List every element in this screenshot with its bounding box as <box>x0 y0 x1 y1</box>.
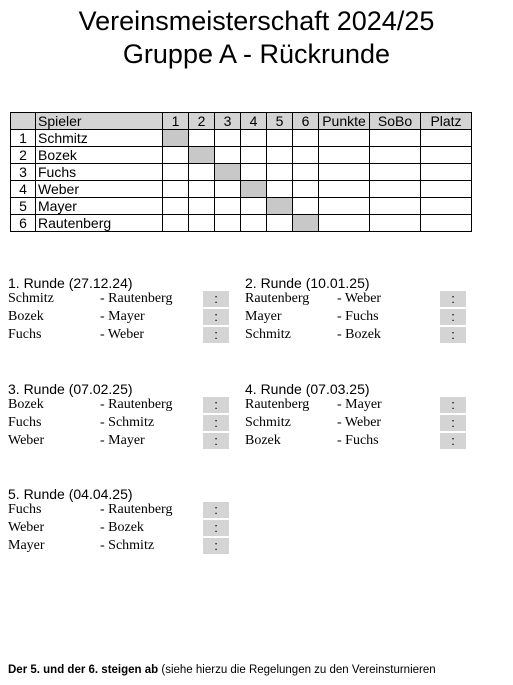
home-player: Mayer <box>245 309 282 324</box>
sobo-cell <box>370 130 421 147</box>
home-player: Rautenberg <box>245 397 310 412</box>
result-cell <box>241 147 267 164</box>
row-number: 1 <box>11 130 36 147</box>
result-cell <box>267 215 293 232</box>
platz-cell <box>421 181 472 198</box>
header-punkte: Punkte <box>319 113 370 130</box>
standings-table <box>10 112 472 232</box>
diagonal-cell <box>267 198 293 215</box>
platz-cell <box>421 215 472 232</box>
header-col-3: 3 <box>215 113 241 130</box>
footer-rest: (siehe hierzu die Regelungen zu den Vereinsturnieren <box>158 664 436 676</box>
round-title: 3. Runde (07.02.25) <box>8 381 133 397</box>
row-number: 3 <box>11 164 36 181</box>
away-player: - Schmitz <box>100 538 155 553</box>
score-field[interactable]: : <box>440 291 466 307</box>
table-row <box>11 164 472 181</box>
score-field[interactable]: : <box>203 397 229 413</box>
platz-cell <box>421 130 472 147</box>
result-cell <box>163 164 189 181</box>
match-row <box>8 414 238 432</box>
punkte-cell <box>319 198 370 215</box>
round-title: 5. Runde (04.04.25) <box>8 486 133 502</box>
platz-cell <box>421 164 472 181</box>
score-field[interactable]: : <box>440 433 466 449</box>
home-player: Schmitz <box>8 291 54 306</box>
away-player: - Weber <box>337 415 382 430</box>
table-row <box>11 147 472 164</box>
result-cell <box>215 198 241 215</box>
round-title: 2. Runde (10.01.25) <box>245 275 370 291</box>
score-field[interactable]: : <box>203 415 229 431</box>
away-player: - Schmitz <box>100 415 155 430</box>
round-title: 4. Runde (07.03.25) <box>245 381 370 397</box>
result-cell <box>267 164 293 181</box>
home-player: Schmitz <box>245 415 291 430</box>
match-row <box>245 308 475 326</box>
match-row <box>245 326 475 344</box>
match-row <box>245 414 475 432</box>
away-player: - Mayer <box>337 397 382 412</box>
away-player: - Fuchs <box>337 433 379 448</box>
away-player: - Bozek <box>337 327 381 342</box>
row-number: 5 <box>11 198 36 215</box>
page-subtitle: Gruppe A - Rückrunde <box>122 39 391 69</box>
result-cell <box>189 130 215 147</box>
match-row <box>8 432 238 450</box>
away-player: - Mayer <box>100 309 145 324</box>
away-player: - Mayer <box>100 433 145 448</box>
away-player: - Rautenberg <box>100 291 173 306</box>
result-cell <box>293 164 319 181</box>
away-player: - Bozek <box>100 520 144 535</box>
punkte-cell <box>319 181 370 198</box>
match-row <box>245 432 475 450</box>
score-field[interactable]: : <box>440 309 466 325</box>
round-title: 1. Runde (27.12.24) <box>8 275 133 291</box>
header-col-4: 4 <box>241 113 267 130</box>
result-cell <box>215 181 241 198</box>
match-row <box>245 290 475 308</box>
result-cell <box>241 215 267 232</box>
row-number: 6 <box>11 215 36 232</box>
header-col-1: 1 <box>163 113 189 130</box>
score-field[interactable]: : <box>203 520 229 536</box>
home-player: Fuchs <box>8 415 42 430</box>
player-name: Weber <box>36 181 163 198</box>
footer-bold: Der 5. und der 6. steigen ab <box>8 664 159 676</box>
table-row <box>11 215 472 232</box>
diagonal-cell <box>163 130 189 147</box>
score-field[interactable]: : <box>440 397 466 413</box>
result-cell <box>189 164 215 181</box>
row-number: 2 <box>11 147 36 164</box>
result-cell <box>241 198 267 215</box>
home-player: Schmitz <box>245 327 291 342</box>
score-field[interactable]: : <box>203 433 229 449</box>
match-row <box>8 326 238 344</box>
score-field[interactable]: : <box>440 415 466 431</box>
score-field[interactable]: : <box>440 327 466 343</box>
result-cell <box>241 164 267 181</box>
home-player: Fuchs <box>8 327 42 342</box>
diagonal-cell <box>189 147 215 164</box>
row-number: 4 <box>11 181 36 198</box>
diagonal-cell <box>241 181 267 198</box>
diagonal-cell <box>293 215 319 232</box>
result-cell <box>189 215 215 232</box>
match-row <box>8 537 238 555</box>
result-cell <box>163 147 189 164</box>
header-col-5: 5 <box>267 113 293 130</box>
match-row <box>8 501 238 519</box>
home-player: Rautenberg <box>245 291 310 306</box>
score-field[interactable]: : <box>203 502 229 518</box>
player-name: Schmitz <box>36 130 163 147</box>
score-field[interactable]: : <box>203 538 229 554</box>
header-platz: Platz <box>421 113 472 130</box>
score-field[interactable]: : <box>203 309 229 325</box>
home-player: Weber <box>8 433 45 448</box>
table-header-row <box>11 113 472 130</box>
table-row <box>11 181 472 198</box>
result-cell <box>215 147 241 164</box>
result-cell <box>267 147 293 164</box>
result-cell <box>293 130 319 147</box>
platz-cell <box>421 198 472 215</box>
punkte-cell <box>319 215 370 232</box>
sobo-cell <box>370 147 421 164</box>
header-col-6: 6 <box>293 113 319 130</box>
player-name: Bozek <box>36 147 163 164</box>
score-field[interactable]: : <box>203 291 229 307</box>
header-col-2: 2 <box>189 113 215 130</box>
result-cell <box>241 130 267 147</box>
match-row <box>8 290 238 308</box>
match-row <box>8 396 238 414</box>
result-cell <box>293 181 319 198</box>
result-cell <box>267 130 293 147</box>
result-cell <box>189 181 215 198</box>
result-cell <box>163 181 189 198</box>
away-player: - Rautenberg <box>100 502 173 517</box>
sobo-cell <box>370 181 421 198</box>
home-player: Mayer <box>8 538 45 553</box>
platz-cell <box>421 147 472 164</box>
page-title: Vereinsmeisterschaft 2024/25 <box>78 6 435 36</box>
result-cell <box>189 198 215 215</box>
home-player: Bozek <box>8 397 44 412</box>
result-cell <box>163 215 189 232</box>
away-player: - Rautenberg <box>100 397 173 412</box>
home-player: Bozek <box>8 309 44 324</box>
match-row <box>245 396 475 414</box>
away-player: - Weber <box>100 327 145 342</box>
punkte-cell <box>319 147 370 164</box>
result-cell <box>293 198 319 215</box>
result-cell <box>267 181 293 198</box>
home-player: Fuchs <box>8 502 42 517</box>
table-row <box>11 198 472 215</box>
sobo-cell <box>370 164 421 181</box>
match-row <box>8 308 238 326</box>
result-cell <box>215 130 241 147</box>
punkte-cell <box>319 130 370 147</box>
player-name: Fuchs <box>36 164 163 181</box>
match-row <box>8 519 238 537</box>
player-name: Rautenberg <box>36 215 163 232</box>
score-field[interactable]: : <box>203 327 229 343</box>
sobo-cell <box>370 215 421 232</box>
table-row <box>11 130 472 147</box>
home-player: Weber <box>8 520 45 535</box>
sobo-cell <box>370 198 421 215</box>
result-cell <box>215 215 241 232</box>
result-cell <box>293 147 319 164</box>
footer-note <box>8 664 436 676</box>
punkte-cell <box>319 164 370 181</box>
header-num <box>11 113 36 130</box>
away-player: - Weber <box>337 291 382 306</box>
away-player: - Fuchs <box>337 309 379 324</box>
result-cell <box>163 198 189 215</box>
header-sobo: SoBo <box>370 113 421 130</box>
header-spieler: Spieler <box>36 113 163 130</box>
home-player: Bozek <box>245 433 281 448</box>
diagonal-cell <box>215 164 241 181</box>
player-name: Mayer <box>36 198 163 215</box>
